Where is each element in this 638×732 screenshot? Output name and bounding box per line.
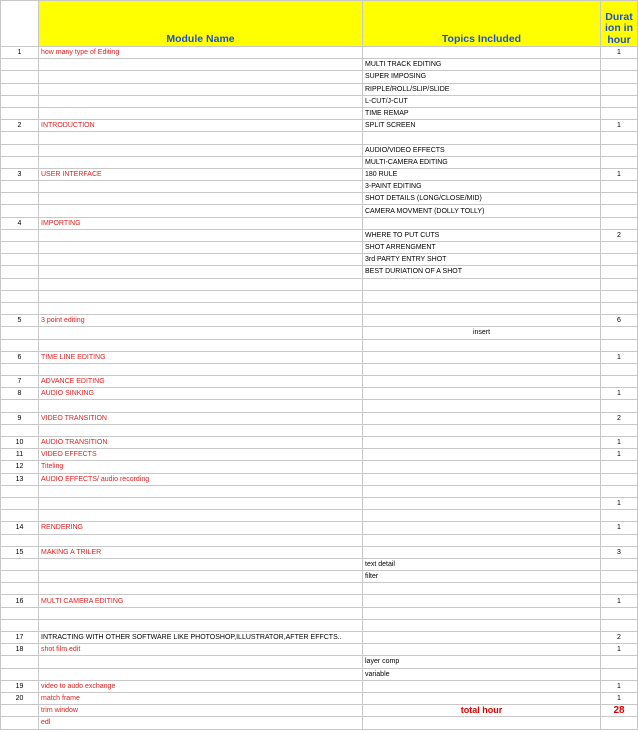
- duration-cell: [601, 473, 638, 485]
- topic-cell: [363, 534, 601, 546]
- duration-cell: 1: [601, 680, 638, 692]
- duration-cell: [601, 217, 638, 229]
- row-number-cell: [1, 400, 39, 412]
- row-number-cell: 11: [1, 449, 39, 461]
- header-duration-line-1: Durat: [605, 10, 633, 23]
- module-name-cell: shot film edit: [39, 644, 363, 656]
- row-number-cell: [1, 242, 39, 254]
- module-name-cell: [39, 144, 363, 156]
- topic-cell: [363, 522, 601, 534]
- header-number-cell: [1, 1, 39, 47]
- row-number-cell: [1, 705, 39, 717]
- module-name-cell: [39, 242, 363, 254]
- duration-cell: [601, 278, 638, 290]
- row-number-cell: [1, 95, 39, 107]
- table-row: [1, 278, 638, 290]
- module-name-cell: [39, 254, 363, 266]
- row-number-cell: 14: [1, 522, 39, 534]
- module-name-cell: 3 point editing: [39, 315, 363, 327]
- duration-cell: 3: [601, 546, 638, 558]
- row-number-cell: [1, 424, 39, 436]
- duration-cell: [601, 95, 638, 107]
- table-row: [1, 388, 638, 400]
- table-row: [1, 437, 638, 449]
- module-name-cell: AUDIO SINKING: [39, 388, 363, 400]
- header-duration: [601, 1, 638, 47]
- header-topics-included: Topics Included: [363, 1, 601, 47]
- duration-cell: 6: [601, 315, 638, 327]
- table-row: [1, 449, 638, 461]
- topic-cell: [363, 473, 601, 485]
- duration-cell: [601, 290, 638, 302]
- table-row: [1, 412, 638, 424]
- duration-cell: [601, 302, 638, 314]
- header-duration-line-2: ion in: [605, 22, 633, 34]
- module-name-cell: RENDERING: [39, 522, 363, 534]
- module-name-cell: trim window: [39, 705, 363, 717]
- row-number-cell: [1, 619, 39, 631]
- module-name-cell: [39, 278, 363, 290]
- module-name-cell: [39, 534, 363, 546]
- total-hour-value: 28: [601, 705, 638, 717]
- row-number-cell: [1, 485, 39, 497]
- duration-cell: [601, 363, 638, 375]
- module-name-cell: [39, 363, 363, 375]
- module-name-cell: [39, 71, 363, 83]
- module-name-cell: [39, 266, 363, 278]
- table-row: [1, 217, 638, 229]
- topic-cell: 3rd PARTY ENTRY SHOT: [363, 254, 601, 266]
- module-name-cell: AUDIO TRANSITION: [39, 437, 363, 449]
- duration-cell: [601, 327, 638, 339]
- table-row: [1, 339, 638, 351]
- duration-cell: 2: [601, 412, 638, 424]
- row-number-cell: [1, 254, 39, 266]
- table-row: [1, 522, 638, 534]
- table-row: [1, 315, 638, 327]
- row-number-cell: 3: [1, 168, 39, 180]
- module-name-cell: [39, 571, 363, 583]
- duration-cell: [601, 668, 638, 680]
- module-name-cell: ADVANCE EDITING: [39, 376, 363, 388]
- topic-cell: [363, 461, 601, 473]
- topic-cell: [363, 546, 601, 558]
- module-name-cell: [39, 229, 363, 241]
- duration-cell: [601, 254, 638, 266]
- row-number-cell: 8: [1, 388, 39, 400]
- topic-cell: insert: [363, 327, 601, 339]
- row-number-cell: [1, 266, 39, 278]
- topic-cell: [363, 692, 601, 704]
- duration-cell: [601, 339, 638, 351]
- duration-cell: 1: [601, 351, 638, 363]
- total-row: [1, 705, 638, 717]
- topic-cell: [363, 278, 601, 290]
- table-row: [1, 302, 638, 314]
- row-number-cell: [1, 193, 39, 205]
- duration-cell: [601, 461, 638, 473]
- topic-cell: text detail: [363, 558, 601, 570]
- row-number-cell: [1, 558, 39, 570]
- header-module-name: Module Name: [39, 1, 363, 47]
- row-number-cell: 13: [1, 473, 39, 485]
- duration-cell: [601, 571, 638, 583]
- row-number-cell: [1, 363, 39, 375]
- row-number-cell: 18: [1, 644, 39, 656]
- topic-cell: SHOT DETAILS (LONG/CLOSE/MID): [363, 193, 601, 205]
- topic-cell: [363, 485, 601, 497]
- module-name-cell: [39, 132, 363, 144]
- table-row: [1, 290, 638, 302]
- row-number-cell: [1, 656, 39, 668]
- row-number-cell: 16: [1, 595, 39, 607]
- duration-cell: 1: [601, 692, 638, 704]
- row-number-cell: 7: [1, 376, 39, 388]
- duration-cell: [601, 607, 638, 619]
- row-number-cell: [1, 668, 39, 680]
- topic-cell: SUPER IMPOSING: [363, 71, 601, 83]
- module-name-cell: [39, 583, 363, 595]
- module-name-cell: [39, 400, 363, 412]
- table-row: [1, 546, 638, 558]
- module-name-cell: [39, 302, 363, 314]
- row-number-cell: [1, 583, 39, 595]
- topic-cell: [363, 595, 601, 607]
- module-name-cell: MULTI CAMERA EDITING: [39, 595, 363, 607]
- duration-cell: [601, 717, 638, 729]
- row-number-cell: [1, 327, 39, 339]
- duration-cell: [601, 266, 638, 278]
- topic-cell: [363, 363, 601, 375]
- header-duration-line-3: hour: [607, 33, 631, 46]
- topic-cell: layer comp: [363, 656, 601, 668]
- table-row: [1, 607, 638, 619]
- table-row: [1, 510, 638, 522]
- duration-cell: 1: [601, 497, 638, 509]
- table-row: [1, 327, 638, 339]
- module-name-cell: VIDEO EFFECTS: [39, 449, 363, 461]
- module-name-cell: INTRACTING WITH OTHER SOFTWARE LIKE PHOTOSHOP,ILLUSTRATOR,AFTER EFFCTS..: [39, 632, 363, 644]
- duration-cell: [601, 181, 638, 193]
- row-number-cell: [1, 205, 39, 217]
- row-number-cell: 17: [1, 632, 39, 644]
- topic-cell: SPLIT SCREEN: [363, 120, 601, 132]
- table-row: [1, 497, 638, 509]
- topic-cell: [363, 290, 601, 302]
- duration-cell: [601, 558, 638, 570]
- table-row: [1, 95, 638, 107]
- table-row: [1, 680, 638, 692]
- topic-cell: AUDIO/VIDEO EFFECTS: [363, 144, 601, 156]
- topic-cell: filter: [363, 571, 601, 583]
- topic-cell: [363, 497, 601, 509]
- duration-cell: [601, 510, 638, 522]
- duration-cell: 1: [601, 120, 638, 132]
- topic-cell: 180 RULE: [363, 168, 601, 180]
- topic-cell: RIPPLE/ROLL/SLIP/SLIDE: [363, 83, 601, 95]
- topic-cell: [363, 607, 601, 619]
- table-row: [1, 71, 638, 83]
- duration-cell: 1: [601, 449, 638, 461]
- module-name-cell: [39, 558, 363, 570]
- duration-cell: [601, 83, 638, 95]
- module-name-cell: [39, 339, 363, 351]
- table-row: [1, 266, 638, 278]
- module-name-cell: [39, 193, 363, 205]
- row-number-cell: [1, 607, 39, 619]
- table-row: [1, 351, 638, 363]
- row-number-cell: [1, 181, 39, 193]
- row-number-cell: [1, 339, 39, 351]
- row-number-cell: 4: [1, 217, 39, 229]
- row-number-cell: 20: [1, 692, 39, 704]
- table-row: [1, 473, 638, 485]
- topic-cell: [363, 376, 601, 388]
- table-row: [1, 363, 638, 375]
- duration-cell: [601, 424, 638, 436]
- row-number-cell: [1, 534, 39, 546]
- topic-cell: MULTI-CAMERA EDITING: [363, 156, 601, 168]
- module-name-cell: [39, 95, 363, 107]
- module-name-cell: MAKING A TRILER: [39, 546, 363, 558]
- duration-cell: [601, 193, 638, 205]
- module-name-cell: match frame: [39, 692, 363, 704]
- table-row: [1, 656, 638, 668]
- module-name-cell: [39, 107, 363, 119]
- module-name-cell: Titeling: [39, 461, 363, 473]
- topic-cell: SHOT ARRENGMENT: [363, 242, 601, 254]
- row-number-cell: [1, 717, 39, 729]
- table-row: [1, 692, 638, 704]
- table-row: [1, 376, 638, 388]
- table-row: [1, 168, 638, 180]
- row-number-cell: 1: [1, 47, 39, 59]
- topic-cell: L-CUT/J-CUT: [363, 95, 601, 107]
- duration-cell: [601, 242, 638, 254]
- duration-cell: 2: [601, 632, 638, 644]
- topic-cell: [363, 217, 601, 229]
- row-number-cell: [1, 302, 39, 314]
- table-row: [1, 83, 638, 95]
- module-name-cell: [39, 485, 363, 497]
- row-number-cell: [1, 107, 39, 119]
- table-row: [1, 595, 638, 607]
- row-number-cell: [1, 510, 39, 522]
- module-name-cell: [39, 156, 363, 168]
- row-number-cell: [1, 156, 39, 168]
- row-number-cell: 5: [1, 315, 39, 327]
- module-name-cell: [39, 424, 363, 436]
- duration-cell: [601, 376, 638, 388]
- module-name-cell: [39, 290, 363, 302]
- row-number-cell: [1, 59, 39, 71]
- row-number-cell: [1, 497, 39, 509]
- table-row: [1, 583, 638, 595]
- topic-cell: 3-PAINT EDITING: [363, 181, 601, 193]
- topic-cell: [363, 351, 601, 363]
- module-name-cell: edl: [39, 717, 363, 729]
- topic-cell: variable: [363, 668, 601, 680]
- module-name-cell: [39, 83, 363, 95]
- table-row: [1, 254, 638, 266]
- duration-cell: [601, 656, 638, 668]
- table-row: [1, 205, 638, 217]
- duration-cell: [601, 71, 638, 83]
- row-number-cell: [1, 144, 39, 156]
- module-name-cell: [39, 656, 363, 668]
- duration-cell: 1: [601, 168, 638, 180]
- topic-cell: [363, 315, 601, 327]
- duration-cell: [601, 400, 638, 412]
- table-row: [1, 534, 638, 546]
- table-row: [1, 229, 638, 241]
- duration-cell: 1: [601, 437, 638, 449]
- table-row: [1, 107, 638, 119]
- module-name-cell: INTRODUCTION: [39, 120, 363, 132]
- duration-cell: [601, 534, 638, 546]
- module-name-cell: [39, 497, 363, 509]
- topic-cell: [363, 132, 601, 144]
- module-name-cell: [39, 181, 363, 193]
- table-row: [1, 400, 638, 412]
- row-number-cell: 2: [1, 120, 39, 132]
- module-name-cell: [39, 59, 363, 71]
- row-number-cell: [1, 571, 39, 583]
- module-name-cell: how many type of Editing: [39, 47, 363, 59]
- topic-cell: [363, 302, 601, 314]
- table-row: [1, 181, 638, 193]
- topic-cell: [363, 583, 601, 595]
- row-number-cell: [1, 278, 39, 290]
- module-name-cell: USER INTERFACE: [39, 168, 363, 180]
- table-row: [1, 571, 638, 583]
- duration-cell: [601, 485, 638, 497]
- topic-cell: TIME REMAP: [363, 107, 601, 119]
- table-row: [1, 424, 638, 436]
- duration-cell: [601, 583, 638, 595]
- header-row: [1, 1, 638, 47]
- table-row: [1, 668, 638, 680]
- topic-cell: WHERE TO PUT CUTS: [363, 229, 601, 241]
- topic-cell: [363, 339, 601, 351]
- module-name-cell: [39, 668, 363, 680]
- row-number-cell: [1, 229, 39, 241]
- topic-cell: [363, 437, 601, 449]
- row-number-cell: 15: [1, 546, 39, 558]
- table-row: [1, 644, 638, 656]
- duration-cell: 2: [601, 229, 638, 241]
- duration-cell: 1: [601, 47, 638, 59]
- module-name-cell: TIME LINE EDITING: [39, 351, 363, 363]
- table-row: [1, 144, 638, 156]
- row-number-cell: 12: [1, 461, 39, 473]
- module-name-cell: video to audo exchange: [39, 680, 363, 692]
- module-name-cell: [39, 327, 363, 339]
- table-row: [1, 485, 638, 497]
- total-hour-label: total hour: [363, 705, 601, 717]
- table-row: [1, 132, 638, 144]
- module-name-cell: VIDEO TRANSITION: [39, 412, 363, 424]
- topic-cell: MULTI TRACK EDITING: [363, 59, 601, 71]
- topic-cell: [363, 449, 601, 461]
- topic-cell: BEST DURIATION OF A SHOT: [363, 266, 601, 278]
- topic-cell: [363, 644, 601, 656]
- row-number-cell: [1, 290, 39, 302]
- duration-cell: 1: [601, 522, 638, 534]
- topic-cell: [363, 47, 601, 59]
- duration-cell: [601, 619, 638, 631]
- module-name-cell: [39, 619, 363, 631]
- duration-cell: [601, 107, 638, 119]
- table-row: [1, 558, 638, 570]
- duration-cell: 1: [601, 595, 638, 607]
- module-name-cell: AUDIO EFFECTS/ audio recording: [39, 473, 363, 485]
- row-number-cell: [1, 83, 39, 95]
- topic-cell: [363, 632, 601, 644]
- table-row: [1, 120, 638, 132]
- topic-cell: [363, 388, 601, 400]
- table-row: [1, 242, 638, 254]
- topic-cell: [363, 400, 601, 412]
- table-row: [1, 193, 638, 205]
- duration-cell: [601, 144, 638, 156]
- topic-cell: [363, 619, 601, 631]
- topic-cell: [363, 680, 601, 692]
- table-row: [1, 461, 638, 473]
- table-row: [1, 47, 638, 59]
- table-row: [1, 59, 638, 71]
- table-row: [1, 619, 638, 631]
- duration-cell: [601, 156, 638, 168]
- duration-cell: 1: [601, 388, 638, 400]
- module-name-cell: [39, 510, 363, 522]
- table-row: [1, 717, 638, 729]
- table-row: [1, 156, 638, 168]
- module-name-cell: [39, 205, 363, 217]
- duration-cell: [601, 205, 638, 217]
- topic-cell: [363, 510, 601, 522]
- module-name-cell: [39, 607, 363, 619]
- row-number-cell: 9: [1, 412, 39, 424]
- topic-cell: [363, 412, 601, 424]
- module-name-cell: IMPORTING: [39, 217, 363, 229]
- topic-cell: [363, 717, 601, 729]
- row-number-cell: [1, 71, 39, 83]
- topic-cell: CAMERA MOVMENT (DOLLY TOLLY): [363, 205, 601, 217]
- row-number-cell: [1, 132, 39, 144]
- row-number-cell: 10: [1, 437, 39, 449]
- table-row: [1, 632, 638, 644]
- topic-cell: [363, 424, 601, 436]
- row-number-cell: 6: [1, 351, 39, 363]
- row-number-cell: 19: [1, 680, 39, 692]
- duration-cell: [601, 59, 638, 71]
- duration-cell: 1: [601, 644, 638, 656]
- duration-cell: [601, 132, 638, 144]
